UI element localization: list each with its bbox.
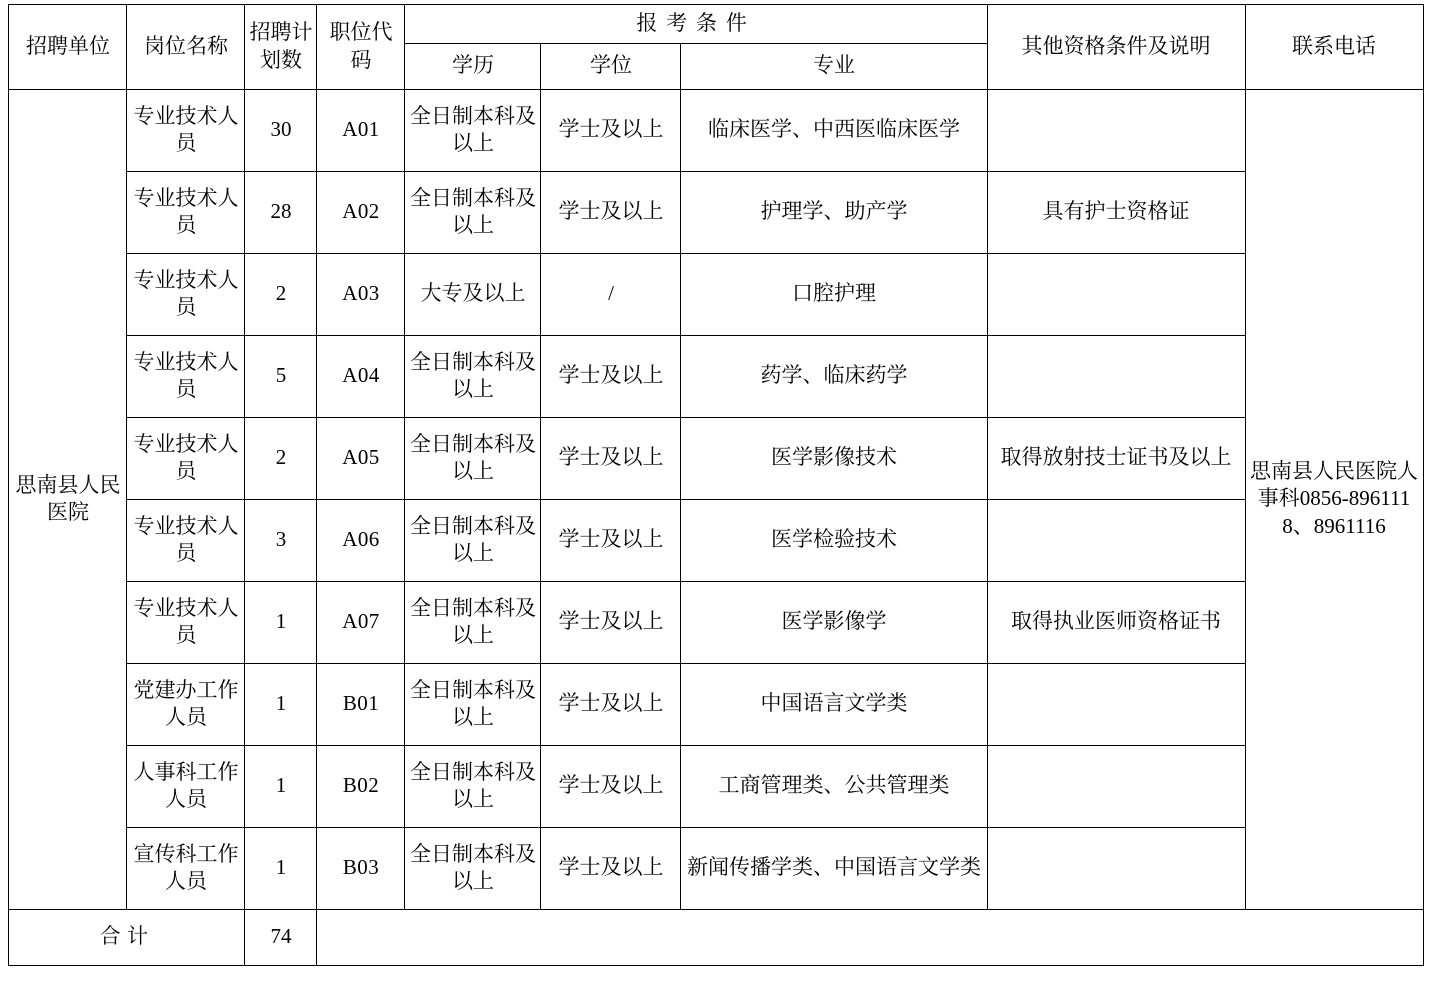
cell-plan: 1	[245, 745, 317, 827]
cell-plan: 2	[245, 417, 317, 499]
cell-degree: 学士及以上	[541, 745, 681, 827]
cell-education: 大专及以上	[405, 253, 541, 335]
cell-education: 全日制本科及以上	[405, 581, 541, 663]
cell-other: 取得执业医师资格证书	[987, 581, 1245, 663]
header-degree: 学位	[541, 43, 681, 89]
table-row	[9, 417, 1423, 499]
cell-plan: 1	[245, 581, 317, 663]
cell-degree: 学士及以上	[541, 581, 681, 663]
cell-plan: 5	[245, 335, 317, 417]
cell-post: 专业技术人员	[127, 89, 245, 171]
cell-code: A06	[317, 499, 405, 581]
cell-major: 医学影像技术	[681, 417, 987, 499]
cell-major: 新闻传播学类、中国语言文学类	[681, 827, 987, 909]
cell-plan: 2	[245, 253, 317, 335]
cell-post: 专业技术人员	[127, 253, 245, 335]
cell-code: A05	[317, 417, 405, 499]
cell-plan: 1	[245, 827, 317, 909]
cell-post: 专业技术人员	[127, 417, 245, 499]
cell-education: 全日制本科及以上	[405, 417, 541, 499]
cell-total-blank	[317, 909, 1423, 965]
cell-degree: 学士及以上	[541, 417, 681, 499]
table-row	[9, 171, 1423, 253]
cell-education: 全日制本科及以上	[405, 335, 541, 417]
cell-other	[987, 89, 1245, 171]
cell-other	[987, 253, 1245, 335]
cell-education: 全日制本科及以上	[405, 499, 541, 581]
cell-major: 药学、临床药学	[681, 335, 987, 417]
header-code: 职位代码	[317, 5, 405, 90]
table-row	[9, 827, 1423, 909]
cell-other	[987, 335, 1245, 417]
table-row	[9, 89, 1423, 171]
cell-degree: 学士及以上	[541, 89, 681, 171]
cell-post: 党建办工作人员	[127, 663, 245, 745]
cell-major: 护理学、助产学	[681, 171, 987, 253]
cell-major: 医学影像学	[681, 581, 987, 663]
cell-degree: 学士及以上	[541, 171, 681, 253]
cell-post: 专业技术人员	[127, 499, 245, 581]
cell-other	[987, 663, 1245, 745]
cell-education: 全日制本科及以上	[405, 171, 541, 253]
cell-education: 全日制本科及以上	[405, 663, 541, 745]
cell-code: B03	[317, 827, 405, 909]
header-major: 专业	[681, 43, 987, 89]
cell-major: 中国语言文学类	[681, 663, 987, 745]
cell-degree: 学士及以上	[541, 663, 681, 745]
cell-plan: 3	[245, 499, 317, 581]
cell-post: 宣传科工作人员	[127, 827, 245, 909]
table-header-row-1	[9, 5, 1423, 44]
cell-total-label: 合计	[9, 909, 245, 965]
header-conditions-group: 报考条件	[405, 5, 987, 44]
cell-other	[987, 499, 1245, 581]
cell-plan: 1	[245, 663, 317, 745]
table-row	[9, 663, 1423, 745]
cell-major: 医学检验技术	[681, 499, 987, 581]
cell-education: 全日制本科及以上	[405, 89, 541, 171]
cell-contact: 思南县人民医院人事科0856-8961118、8961116	[1245, 89, 1423, 909]
header-post: 岗位名称	[127, 5, 245, 90]
table-row	[9, 335, 1423, 417]
table-row	[9, 745, 1423, 827]
cell-degree: 学士及以上	[541, 335, 681, 417]
recruitment-table	[8, 4, 1423, 966]
cell-post: 专业技术人员	[127, 335, 245, 417]
cell-code: A01	[317, 89, 405, 171]
cell-unit-name: 思南县人民医院	[9, 89, 127, 909]
cell-degree: 学士及以上	[541, 827, 681, 909]
cell-major: 临床医学、中西医临床医学	[681, 89, 987, 171]
cell-education: 全日制本科及以上	[405, 827, 541, 909]
table-total-row	[9, 909, 1423, 965]
header-phone: 联系电话	[1245, 5, 1423, 90]
cell-other	[987, 745, 1245, 827]
header-unit: 招聘单位	[9, 5, 127, 90]
header-plan: 招聘计划数	[245, 5, 317, 90]
cell-other	[987, 827, 1245, 909]
table-row	[9, 499, 1423, 581]
cell-total-value: 74	[245, 909, 317, 965]
table-row	[9, 253, 1423, 335]
cell-other: 具有护士资格证	[987, 171, 1245, 253]
cell-code: A03	[317, 253, 405, 335]
cell-education: 全日制本科及以上	[405, 745, 541, 827]
cell-degree: /	[541, 253, 681, 335]
cell-code: B02	[317, 745, 405, 827]
cell-code: A02	[317, 171, 405, 253]
header-other: 其他资格条件及说明	[987, 5, 1245, 90]
cell-post: 专业技术人员	[127, 581, 245, 663]
cell-code: A07	[317, 581, 405, 663]
cell-plan: 30	[245, 89, 317, 171]
cell-post: 人事科工作人员	[127, 745, 245, 827]
cell-post: 专业技术人员	[127, 171, 245, 253]
cell-code: B01	[317, 663, 405, 745]
cell-major: 工商管理类、公共管理类	[681, 745, 987, 827]
cell-plan: 28	[245, 171, 317, 253]
table-row	[9, 581, 1423, 663]
cell-degree: 学士及以上	[541, 499, 681, 581]
cell-code: A04	[317, 335, 405, 417]
cell-major: 口腔护理	[681, 253, 987, 335]
cell-other: 取得放射技士证书及以上	[987, 417, 1245, 499]
header-education: 学历	[405, 43, 541, 89]
